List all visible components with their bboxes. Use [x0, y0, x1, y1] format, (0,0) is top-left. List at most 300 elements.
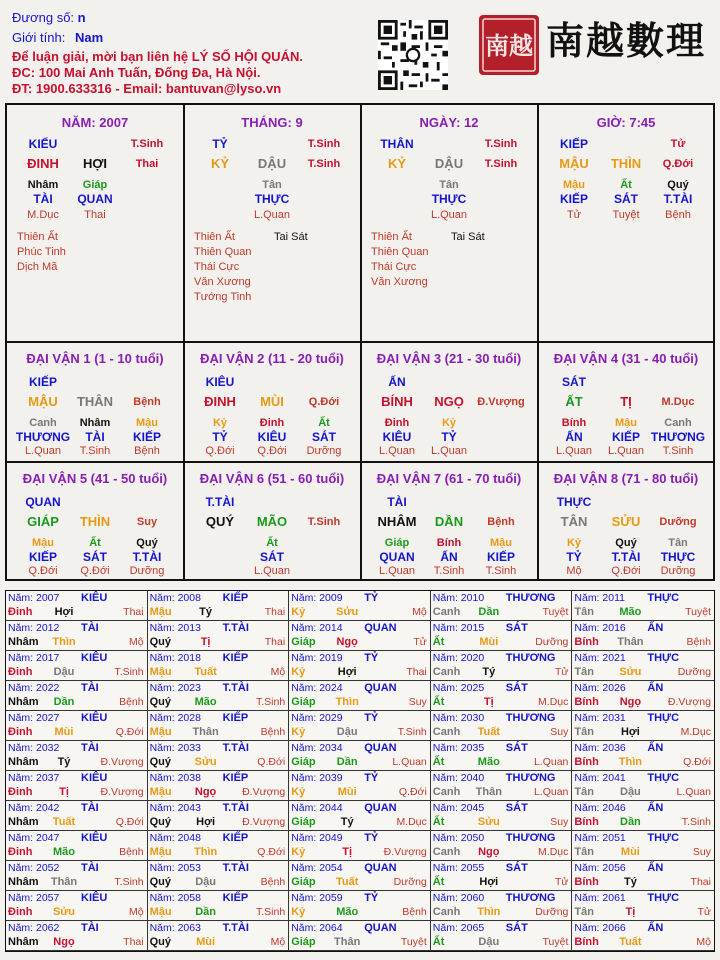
- year-branch: Sửu: [336, 606, 359, 618]
- year-state: Bệnh: [260, 876, 286, 888]
- year-cell: [431, 621, 573, 651]
- year-cell: [431, 771, 573, 801]
- year-stem: Giáp: [291, 936, 316, 948]
- gender-value: Nam: [74, 30, 104, 45]
- year-cell: [289, 831, 431, 861]
- dai-van-god: T.TÀI: [205, 495, 235, 509]
- year-state: T.Sinh: [397, 726, 427, 738]
- year-branch: Tị: [625, 906, 636, 918]
- year-row: [6, 921, 714, 951]
- year-label: Năm: 2046: [574, 802, 626, 814]
- year-state: M.Dục: [396, 816, 427, 828]
- year-stem: Bính: [574, 636, 599, 648]
- dai-van-cell: [538, 343, 714, 461]
- star-label: Dịch Mã: [17, 261, 58, 273]
- year-label: Năm: 2049: [291, 832, 343, 844]
- year-branch: Mùi: [479, 636, 499, 648]
- year-label: Năm: 2015: [432, 622, 485, 634]
- year-row: [6, 711, 714, 741]
- year-cell: [431, 681, 573, 711]
- year-cell: [431, 831, 573, 861]
- hidden-stem: Bính: [561, 417, 587, 429]
- dai-van-state: Đ.Vượng: [477, 396, 525, 408]
- year-state: Tử: [413, 636, 427, 648]
- year-stem: Kỷ: [291, 606, 306, 618]
- year-branch: Sửu: [619, 666, 642, 678]
- hidden-state: Bệnh: [134, 445, 160, 457]
- hidden-stem: Ất: [266, 537, 278, 549]
- year-stem: Nhâm: [8, 876, 39, 888]
- year-label: Năm: 2027: [8, 712, 60, 724]
- year-label: Năm: 2023: [149, 682, 201, 694]
- year-branch: Tý: [199, 606, 213, 618]
- year-label: Năm: 2008: [149, 592, 201, 604]
- year-label: Năm: 2009: [291, 592, 343, 604]
- hidden-stem: Canh: [29, 417, 57, 429]
- hidden-god: SÁT: [83, 550, 107, 564]
- year-label: Năm: 2016: [574, 622, 626, 634]
- year-god: TỶ: [364, 652, 379, 664]
- gender-label: Giới tính:: [12, 30, 66, 45]
- year-god: KIẾP: [222, 832, 249, 844]
- year-branch: Tị: [200, 636, 211, 648]
- year-god: THƯƠNG: [505, 892, 556, 904]
- hidden-stem: Ất: [89, 537, 101, 549]
- hidden-stem: Kỷ: [441, 417, 457, 429]
- year-god: TÀI: [81, 622, 99, 634]
- year-state: Thai: [123, 936, 144, 948]
- year-branch: Sửu: [194, 756, 217, 768]
- year-state: Thai: [690, 876, 711, 888]
- year-cell: [572, 771, 714, 801]
- year-stem: Đinh: [8, 726, 33, 738]
- year-label: Năm: 2021: [574, 652, 626, 664]
- year-stem: Tân: [574, 606, 594, 618]
- year-state: Suy: [550, 816, 569, 828]
- year-cell: [6, 651, 148, 681]
- dai-van-title: ĐẠI VẬN 7 (61 - 70 tuổi): [376, 471, 522, 486]
- year-label: Năm: 2017: [8, 652, 60, 664]
- hidden-state: L.Quan: [430, 445, 468, 457]
- year-label: Năm: 2042: [8, 802, 60, 814]
- year-stem: Mậu: [149, 726, 172, 738]
- pillar-title: NĂM: 2007: [61, 115, 129, 130]
- year-cell: [572, 801, 714, 831]
- dai-van-branch: THÌN: [79, 514, 111, 529]
- year-god: KIÊU: [81, 712, 108, 724]
- year-state: Q.Đới: [257, 756, 286, 768]
- dai-van-stem: BÍNH: [381, 394, 413, 409]
- year-cell: [148, 591, 290, 621]
- year-branch: Dần: [336, 756, 358, 768]
- year-cell: [572, 891, 714, 921]
- year-cell: [572, 741, 714, 771]
- year-state: Mộ: [696, 936, 711, 948]
- year-god: THƯƠNG: [505, 712, 556, 724]
- dai-van-god: SÁT: [562, 375, 586, 389]
- year-label: Năm: 2026: [574, 682, 626, 694]
- year-state: Tuyệt: [400, 936, 427, 948]
- hidden-state: Q.Đới: [28, 565, 58, 577]
- pillar-god: TỶ: [212, 137, 228, 151]
- year-state: Q.Đới: [115, 726, 144, 738]
- year-label: Năm: 2013: [149, 622, 201, 634]
- dai-van-cell: [184, 463, 360, 581]
- year-god: QUAN: [364, 862, 397, 874]
- hidden-state: Q.Đới: [205, 445, 235, 457]
- star-label: Tướng Tinh: [194, 291, 252, 303]
- dai-van-cell: [7, 463, 183, 581]
- star-label: Thái Cực: [371, 261, 417, 273]
- year-label: Năm: 2062: [8, 922, 60, 934]
- year-branch: Hợi: [337, 666, 357, 678]
- year-branch: Tuất: [194, 666, 217, 678]
- hidden-god: THỰC: [660, 550, 696, 564]
- year-branch: Mão: [336, 906, 359, 918]
- subject-value: n: [77, 10, 86, 25]
- year-state: M.Dục: [538, 696, 569, 708]
- pillar-god: KIẾU: [28, 137, 58, 151]
- year-cell: [289, 891, 431, 921]
- year-branch: Thân: [334, 936, 361, 948]
- dai-van-cell: [184, 343, 360, 461]
- pillar-title: THÁNG: 9: [241, 115, 303, 130]
- hidden-stem: Tân: [262, 179, 282, 191]
- hidden-god: T.TÀI: [611, 550, 641, 564]
- year-label: Năm: 2065: [432, 922, 485, 934]
- year-stem: Canh: [432, 786, 461, 798]
- dai-van-god: KIẾP: [28, 375, 58, 389]
- year-branch: Thìn: [335, 696, 359, 708]
- year-stem: Đinh: [8, 786, 33, 798]
- year-stem: Canh: [432, 726, 461, 738]
- hidden-god: THỰC: [254, 192, 290, 206]
- year-label: Năm: 2011: [574, 592, 625, 604]
- year-stem: Tân: [574, 726, 594, 738]
- pillar-cell: [184, 105, 360, 341]
- year-branch: Hợi: [620, 726, 640, 738]
- hidden-state: Bệnh: [665, 209, 691, 221]
- year-branch: Thìn: [618, 756, 642, 768]
- year-cell: [6, 771, 148, 801]
- year-branch: Hợi: [196, 816, 216, 828]
- year-state: Đ.Vượng: [242, 786, 286, 798]
- year-stem: Ất: [432, 756, 445, 768]
- year-stem: Bính: [574, 756, 599, 768]
- hidden-god: T.TÀI: [132, 550, 162, 564]
- pillar-branch-state: T.Sinh: [307, 158, 341, 170]
- year-god: THỰC: [647, 592, 680, 604]
- year-state: T.Sinh: [681, 816, 711, 828]
- year-state: Suy: [408, 696, 427, 708]
- hidden-god: SÁT: [614, 192, 638, 206]
- year-god: KIÊU: [81, 652, 108, 664]
- year-cell: [289, 771, 431, 801]
- pillar-branch: DẬU: [434, 156, 464, 171]
- year-god: ẤN: [647, 922, 664, 934]
- year-god: KIẾP: [222, 592, 249, 604]
- year-branch: Tuất: [52, 816, 76, 828]
- year-branch: Tị: [59, 786, 69, 798]
- year-row: [6, 891, 714, 921]
- year-state: Mộ: [129, 906, 144, 918]
- year-stem: Giáp: [291, 696, 316, 708]
- hidden-state: L.Quan: [555, 445, 593, 457]
- year-branch: Dậu: [620, 786, 641, 798]
- year-state: Suy: [550, 726, 569, 738]
- chart-header: [0, 0, 720, 100]
- pillar-branch: THÌN: [610, 156, 642, 171]
- hidden-god: TỶ: [566, 550, 582, 564]
- year-god: KIẾP: [222, 892, 249, 904]
- subject-name: [12, 10, 86, 26]
- dai-van-cell: [538, 463, 714, 581]
- year-branch: Sửu: [477, 816, 500, 828]
- pillar-branch-state: Q.Đới: [662, 158, 694, 170]
- pillar-state: T.Sinh: [307, 138, 341, 150]
- year-god: QUAN: [364, 682, 397, 694]
- year-god: TỶ: [364, 892, 379, 904]
- gender: [12, 30, 103, 46]
- year-branch: Hợi: [54, 606, 74, 618]
- year-state: Thai: [123, 606, 144, 618]
- year-cell: [572, 921, 714, 951]
- hidden-god: THƯƠNG: [650, 430, 706, 444]
- year-state: Đ.Vượng: [242, 816, 286, 828]
- hidden-god: KIẾP: [28, 550, 58, 564]
- dai-van-title: ĐẠI VẬN 2 (11 - 20 tuổi): [200, 351, 344, 366]
- year-cell: [6, 621, 148, 651]
- hidden-god: TÀI: [33, 192, 53, 206]
- hidden-state: T.Sinh: [433, 565, 465, 577]
- year-branch: Tị: [342, 846, 353, 858]
- year-row: [6, 801, 714, 831]
- year-god: QUAN: [364, 802, 397, 814]
- dai-van-god: THỰC: [556, 495, 592, 509]
- pillar-stem: MẬU: [559, 156, 589, 171]
- hidden-state: T.Sinh: [662, 445, 694, 457]
- dai-van-state: M.Dục: [661, 396, 695, 408]
- pillar-stem: ĐINH: [27, 156, 59, 171]
- hidden-state: Q.Đới: [80, 565, 110, 577]
- year-branch: Dậu: [53, 666, 75, 678]
- year-god: THƯƠNG: [505, 652, 556, 664]
- hidden-stem: Ất: [318, 417, 330, 429]
- year-god: THỰC: [647, 772, 680, 784]
- year-label: Năm: 2030: [432, 712, 485, 724]
- year-stem: Đinh: [8, 666, 33, 678]
- star-label: Tai Sát: [274, 231, 308, 243]
- year-stem: Bính: [574, 816, 599, 828]
- hidden-god: T.TÀI: [663, 192, 693, 206]
- year-stem: Kỷ: [291, 846, 306, 858]
- dai-van-branch: SỬU: [611, 514, 641, 529]
- year-cell: [6, 681, 148, 711]
- hidden-god: KIẾP: [559, 192, 589, 206]
- dai-van-branch: MÃO: [256, 514, 288, 529]
- year-cell: [148, 741, 290, 771]
- year-branch: Mão: [194, 696, 217, 708]
- pillar-god: KIẾP: [559, 137, 589, 151]
- year-god: KIẾP: [222, 772, 249, 784]
- year-stem: Nhâm: [8, 696, 39, 708]
- year-god: TÀI: [81, 742, 99, 754]
- dai-van-stem: ẤT: [565, 394, 583, 409]
- dai-van-stem: MẬU: [28, 394, 58, 409]
- pillar-state: T.Sinh: [484, 138, 518, 150]
- year-state: Mộ: [270, 936, 286, 948]
- dai-van-state: Bệnh: [487, 516, 515, 528]
- year-state: Mộ: [412, 606, 427, 618]
- hidden-stem: Mậu: [490, 537, 512, 549]
- year-state: Dưỡng: [393, 876, 427, 888]
- year-branch: Mùi: [620, 846, 640, 858]
- year-state: Thai: [264, 636, 286, 648]
- hidden-state: Mộ: [566, 565, 582, 577]
- hidden-state: Thai: [84, 209, 106, 221]
- dai-van-title: ĐẠI VẬN 6 (51 - 60 tuổi): [199, 471, 345, 486]
- year-cell: [572, 831, 714, 861]
- hidden-stem: Mậu: [136, 417, 158, 429]
- year-label: Năm: 2031: [574, 712, 626, 724]
- year-stem: Ất: [432, 816, 445, 828]
- year-row: [6, 591, 714, 621]
- year-label: Năm: 2066: [574, 922, 626, 934]
- year-god: T.TÀI: [222, 922, 249, 934]
- year-state: Q.Đới: [257, 846, 286, 858]
- hidden-state: T.Sinh: [79, 445, 111, 457]
- year-stem: Giáp: [291, 876, 316, 888]
- hidden-god: KIẾP: [132, 430, 162, 444]
- year-god: THỰC: [647, 712, 680, 724]
- year-cell: [148, 891, 290, 921]
- year-state: Thai: [264, 606, 286, 618]
- year-label: Năm: 2035: [432, 742, 485, 754]
- year-branch: Mùi: [337, 786, 357, 798]
- year-cell: [572, 681, 714, 711]
- dai-van-state: Dưỡng: [659, 516, 697, 528]
- hidden-stem: Kỷ: [566, 537, 582, 549]
- year-label: Năm: 2028: [149, 712, 201, 724]
- year-state: Bệnh: [686, 636, 711, 648]
- dai-van-state: Bệnh: [133, 396, 161, 408]
- year-label: Năm: 2045: [432, 802, 485, 814]
- dai-van-title: ĐẠI VẬN 8 (71 - 80 tuổi): [553, 471, 699, 486]
- year-branch: Thìn: [477, 906, 501, 918]
- hidden-god: KIÊU: [382, 430, 412, 444]
- hidden-state: Tử: [566, 209, 582, 221]
- year-god: THỰC: [647, 892, 680, 904]
- year-god: KIẾP: [222, 712, 249, 724]
- year-cell: [289, 801, 431, 831]
- year-stem: Mậu: [149, 606, 172, 618]
- pillar-stem: KỶ: [210, 156, 230, 171]
- dai-van-title: ĐẠI VẬN 4 (31 - 40 tuổi): [553, 351, 699, 366]
- year-stem: Nhâm: [8, 636, 39, 648]
- year-label: Năm: 2007: [8, 592, 60, 604]
- year-god: THƯƠNG: [505, 772, 556, 784]
- year-cell: [6, 831, 148, 861]
- year-cell: [431, 741, 573, 771]
- year-cell: [572, 861, 714, 891]
- year-branch: Dần: [478, 606, 500, 618]
- year-branch: Sửu: [52, 906, 76, 918]
- year-label: Năm: 2054: [291, 862, 343, 874]
- year-row: [6, 861, 714, 891]
- year-label: Năm: 2036: [574, 742, 626, 754]
- year-cell: [148, 621, 290, 651]
- hidden-god: THƯƠNG: [15, 430, 71, 444]
- year-state: Tử: [697, 906, 711, 918]
- hidden-god: QUAN: [379, 550, 415, 564]
- dai-van-cell: [7, 343, 183, 461]
- hidden-god: KIẾP: [611, 430, 641, 444]
- star-label: Thiên Ất: [194, 231, 235, 243]
- year-cell: [572, 651, 714, 681]
- year-label: Năm: 2022: [8, 682, 60, 694]
- year-god: T.TÀI: [222, 862, 249, 874]
- star-label: Thiên Ất: [371, 231, 412, 243]
- hidden-state: L.Quan: [24, 445, 62, 457]
- year-god: KIẾP: [222, 652, 249, 664]
- year-label: Năm: 2047: [8, 832, 60, 844]
- year-branch: Ngọ: [53, 936, 75, 948]
- year-stem: Canh: [432, 906, 461, 918]
- year-branch: Dần: [195, 906, 216, 918]
- year-label: Năm: 2056: [574, 862, 626, 874]
- year-cell: [148, 831, 290, 861]
- dai-van-title: ĐẠI VẬN 1 (1 - 10 tuổi): [26, 351, 164, 366]
- dai-van-stem: TÂN: [560, 514, 588, 529]
- address-line: ĐC: 100 Mai Anh Tuấn, Đống Đa, Hà Nội.: [12, 65, 261, 80]
- year-state: Tuyệt: [542, 936, 569, 948]
- year-state: Bệnh: [260, 726, 286, 738]
- hidden-state: Q.Đới: [257, 445, 287, 457]
- star-label: Thái Cực: [194, 261, 240, 273]
- star-label: Thiên Quan: [194, 246, 252, 258]
- year-label: Năm: 2055: [432, 862, 485, 874]
- year-label: Năm: 2010: [432, 592, 485, 604]
- year-god: TỶ: [364, 592, 379, 604]
- dai-van-cell: [361, 343, 537, 461]
- year-branch: Dần: [53, 696, 75, 708]
- hidden-stem: Giáp: [82, 179, 108, 191]
- year-label: Năm: 2038: [149, 772, 201, 784]
- year-god: T.TÀI: [222, 682, 249, 694]
- hidden-stem: Ất: [620, 179, 632, 191]
- year-stem: Đinh: [8, 606, 33, 618]
- year-cell: [431, 891, 573, 921]
- year-stem: Quý: [149, 816, 171, 828]
- year-branch: Dậu: [195, 876, 216, 888]
- year-branch: Ngọ: [478, 846, 500, 858]
- year-god: ẤN: [647, 622, 664, 634]
- year-stem: Tân: [574, 906, 594, 918]
- year-label: Năm: 2050: [432, 832, 485, 844]
- hidden-state: M.Dục: [27, 209, 59, 221]
- year-cell: [6, 891, 148, 921]
- year-cell: [572, 621, 714, 651]
- year-branch: Mão: [477, 756, 500, 768]
- year-god: THỰC: [647, 832, 680, 844]
- year-stem: Nhâm: [8, 936, 39, 948]
- pillar-stem: KỶ: [387, 156, 407, 171]
- year-cell: [148, 921, 290, 951]
- star-label: Thiên Ất: [17, 231, 58, 243]
- year-branch: Mùi: [54, 726, 74, 738]
- year-state: Đ.Vượng: [100, 756, 144, 768]
- year-cell: [431, 801, 573, 831]
